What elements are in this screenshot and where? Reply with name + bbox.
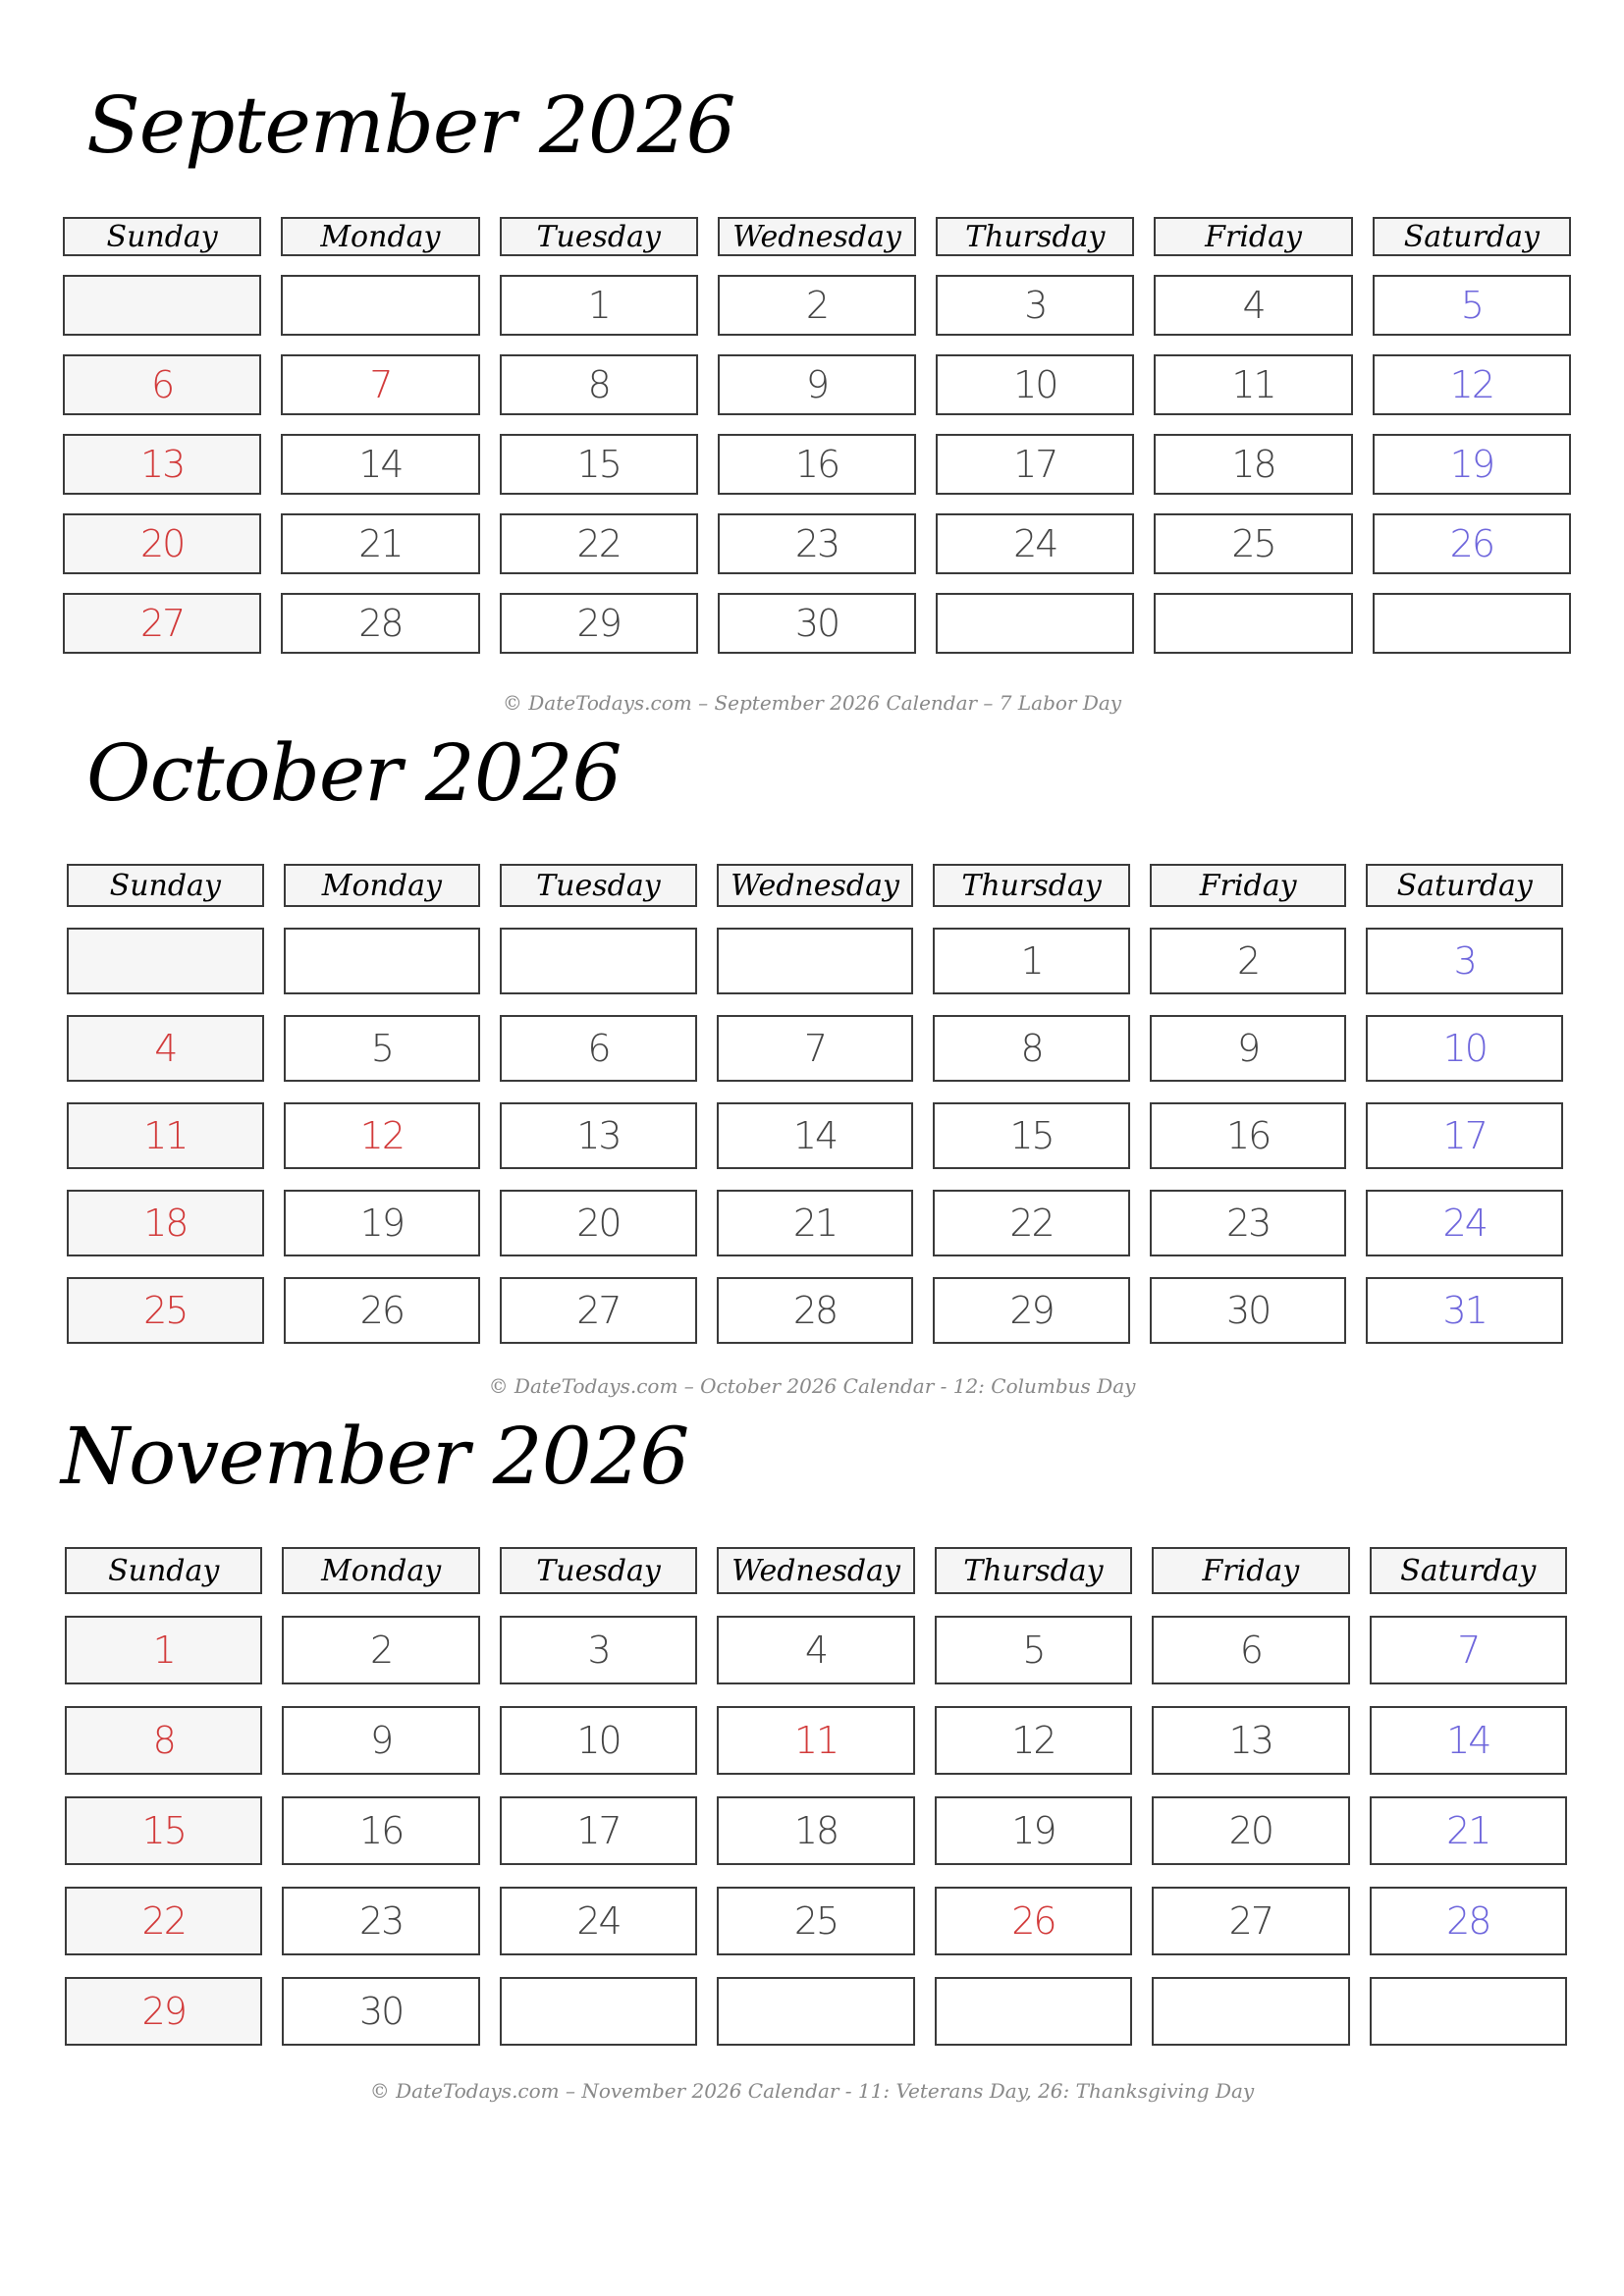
day-cell: 5: [1373, 275, 1571, 336]
weekday-header: Friday: [1154, 217, 1352, 256]
day-cell: 21: [281, 513, 479, 574]
day-cell: 2: [282, 1616, 479, 1684]
footer-note: © DateTodays.com – October 2026 Calendar - 12: Columbus Day: [488, 1374, 1136, 1398]
day-cell: 18: [717, 1796, 914, 1865]
day-cell: 16: [718, 434, 916, 495]
day-cell: 21: [1370, 1796, 1567, 1865]
day-cell: 14: [1370, 1706, 1567, 1775]
day-cell: 7: [281, 354, 479, 415]
day-cell: 19: [935, 1796, 1132, 1865]
weekday-header: Sunday: [67, 864, 264, 907]
day-cell: 3: [500, 1616, 697, 1684]
day-cell: 20: [63, 513, 261, 574]
day-cell: 11: [1154, 354, 1352, 415]
day-cell: 12: [1373, 354, 1571, 415]
weekday-header: Monday: [284, 864, 481, 907]
day-cell: 30: [718, 593, 916, 654]
day-cell: 7: [1370, 1616, 1567, 1684]
day-cell: 29: [65, 1977, 262, 2046]
weekday-header: Wednesday: [717, 1547, 914, 1594]
day-cell: 28: [281, 593, 479, 654]
day-cell: 27: [1152, 1887, 1349, 1955]
weekday-header: Sunday: [65, 1547, 262, 1594]
weekday-header: Monday: [281, 217, 479, 256]
day-cell: 8: [65, 1706, 262, 1775]
day-cell: 29: [933, 1277, 1130, 1344]
day-cell: 24: [1366, 1190, 1563, 1256]
day-cell: 10: [1366, 1015, 1563, 1082]
day-cell: 22: [65, 1887, 262, 1955]
day-cell: 8: [500, 354, 698, 415]
day-cell: 20: [1152, 1796, 1349, 1865]
day-cell: 17: [936, 434, 1134, 495]
empty-day-cell: [935, 1977, 1132, 2046]
day-cell: 5: [935, 1616, 1132, 1684]
day-cell: 24: [936, 513, 1134, 574]
day-cell: 4: [67, 1015, 264, 1082]
day-cell: 13: [500, 1102, 697, 1169]
weekday-header: Thursday: [936, 217, 1134, 256]
day-cell: 17: [500, 1796, 697, 1865]
weekday-header: Friday: [1152, 1547, 1349, 1594]
day-cell: 20: [500, 1190, 697, 1256]
calendar-grid: [65, 1547, 1567, 2046]
day-cell: 1: [65, 1616, 262, 1684]
weekday-header: Thursday: [933, 864, 1130, 907]
day-cell: 28: [717, 1277, 914, 1344]
day-cell: 2: [1150, 928, 1347, 994]
day-cell: 25: [1154, 513, 1352, 574]
day-cell: 14: [281, 434, 479, 495]
day-cell: 14: [717, 1102, 914, 1169]
footer-note: © DateTodays.com – September 2026 Calendar – 7 Labor Day: [502, 691, 1122, 715]
weekday-header: Tuesday: [500, 864, 697, 907]
month-title: November 2026: [61, 1411, 689, 1502]
day-cell: 23: [1150, 1190, 1347, 1256]
empty-day-cell: [1152, 1977, 1349, 2046]
day-cell: 23: [718, 513, 916, 574]
day-cell: 21: [717, 1190, 914, 1256]
day-cell: 30: [282, 1977, 479, 2046]
day-cell: 10: [936, 354, 1134, 415]
day-cell: 11: [67, 1102, 264, 1169]
day-cell: 9: [718, 354, 916, 415]
weekday-header: Saturday: [1370, 1547, 1567, 1594]
day-cell: 9: [1150, 1015, 1347, 1082]
day-cell: 1: [500, 275, 698, 336]
day-cell: 6: [63, 354, 261, 415]
weekday-header: Friday: [1150, 864, 1347, 907]
day-cell: 31: [1366, 1277, 1563, 1344]
day-cell: 9: [282, 1706, 479, 1775]
day-cell: 12: [935, 1706, 1132, 1775]
footer-note: © DateTodays.com – November 2026 Calendar - 11: Veterans Day, 26: Thanksgiving Day: [369, 2079, 1255, 2103]
day-cell: 28: [1370, 1887, 1567, 1955]
weekday-header: Monday: [282, 1547, 479, 1594]
day-cell: 29: [500, 593, 698, 654]
day-cell: 15: [500, 434, 698, 495]
day-cell: 27: [63, 593, 261, 654]
day-cell: 3: [1366, 928, 1563, 994]
day-cell: 19: [1373, 434, 1571, 495]
day-cell: 24: [500, 1887, 697, 1955]
day-cell: 25: [717, 1887, 914, 1955]
weekday-header: Wednesday: [718, 217, 916, 256]
day-cell: 23: [282, 1887, 479, 1955]
day-cell: 13: [1152, 1706, 1349, 1775]
day-cell: 22: [933, 1190, 1130, 1256]
day-cell: 3: [936, 275, 1134, 336]
day-cell: 15: [933, 1102, 1130, 1169]
day-cell: 13: [63, 434, 261, 495]
day-cell: 12: [284, 1102, 481, 1169]
day-cell: 15: [65, 1796, 262, 1865]
day-cell: 26: [1373, 513, 1571, 574]
weekday-header: Wednesday: [717, 864, 914, 907]
day-cell: 6: [500, 1015, 697, 1082]
day-cell: 19: [284, 1190, 481, 1256]
empty-day-cell: [500, 1977, 697, 2046]
day-cell: 16: [282, 1796, 479, 1865]
day-cell: 4: [717, 1616, 914, 1684]
day-cell: 1: [933, 928, 1130, 994]
month-title: September 2026: [86, 80, 735, 171]
month-title: October 2026: [86, 727, 622, 819]
weekday-header: Saturday: [1373, 217, 1571, 256]
day-cell: 16: [1150, 1102, 1347, 1169]
day-cell: 6: [1152, 1616, 1349, 1684]
weekday-header: Saturday: [1366, 864, 1563, 907]
weekday-header: Tuesday: [500, 1547, 697, 1594]
day-cell: 5: [284, 1015, 481, 1082]
weekday-header: Sunday: [63, 217, 261, 256]
day-cell: 26: [284, 1277, 481, 1344]
day-cell: 27: [500, 1277, 697, 1344]
day-cell: 22: [500, 513, 698, 574]
empty-day-cell: [717, 1977, 914, 2046]
day-cell: 11: [717, 1706, 914, 1775]
day-cell: 2: [718, 275, 916, 336]
weekday-header: Thursday: [935, 1547, 1132, 1594]
weekday-header: Tuesday: [500, 217, 698, 256]
day-cell: 4: [1154, 275, 1352, 336]
empty-day-cell: [1370, 1977, 1567, 2046]
day-cell: 10: [500, 1706, 697, 1775]
day-cell: 18: [67, 1190, 264, 1256]
day-cell: 26: [935, 1887, 1132, 1955]
day-cell: 7: [717, 1015, 914, 1082]
day-cell: 25: [67, 1277, 264, 1344]
day-cell: 18: [1154, 434, 1352, 495]
day-cell: 8: [933, 1015, 1130, 1082]
day-cell: 30: [1150, 1277, 1347, 1344]
day-cell: 17: [1366, 1102, 1563, 1169]
